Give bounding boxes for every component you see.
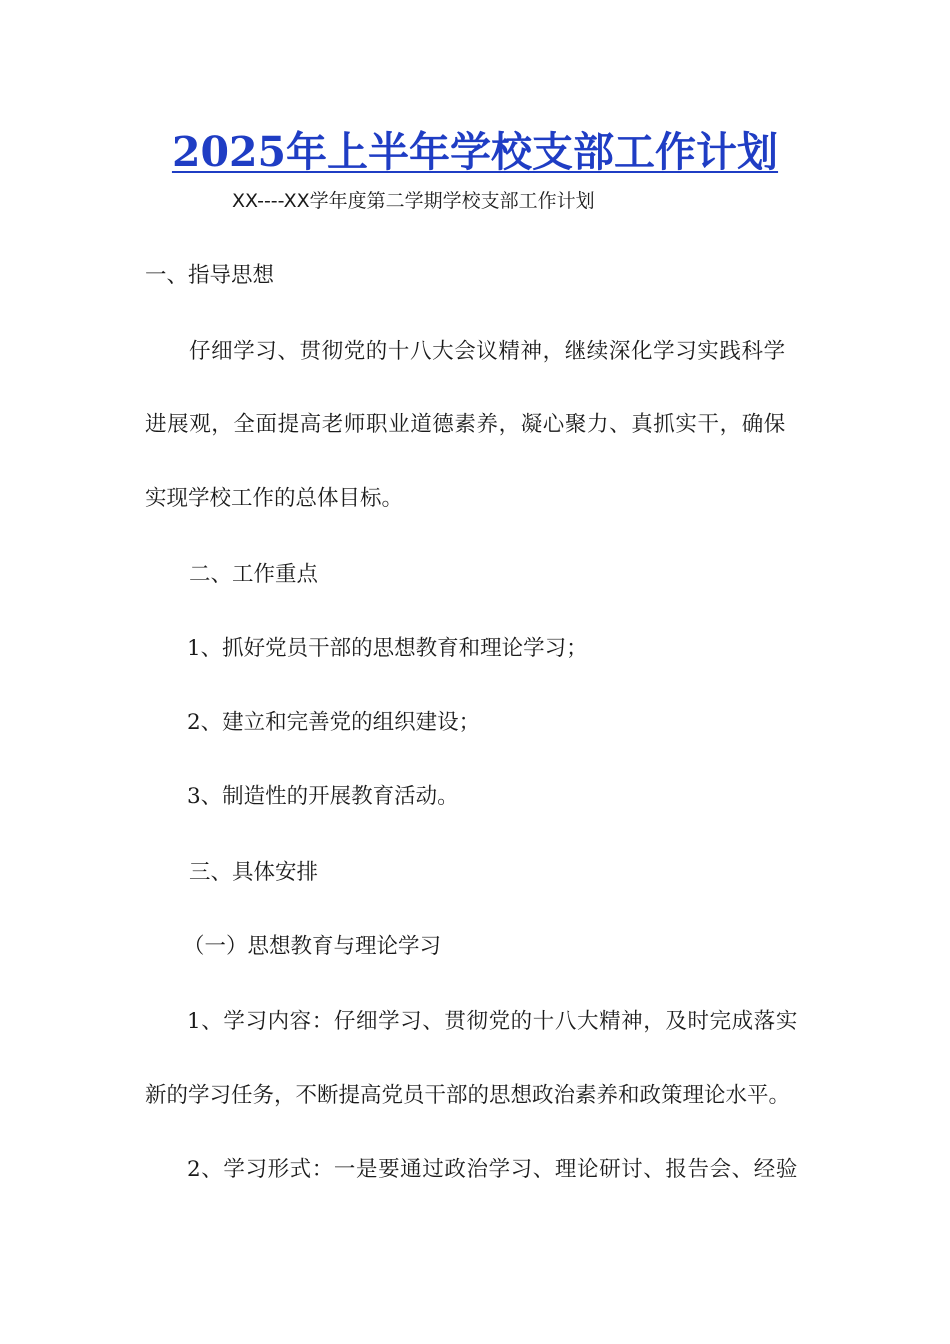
document-subtitle: XX----XX学年度第二学期学校支部工作计划 xyxy=(232,190,595,212)
document-title-link[interactable]: 2025年上半年学校支部工作计划 xyxy=(171,128,779,176)
list-item: 3、制造性的开展教育活动。 xyxy=(187,784,459,809)
section-heading: 三、具体安排 xyxy=(189,860,319,885)
paragraph-line: 新的学习任务，不断提高党员干部的思想政治素养和政策理论水平。 xyxy=(145,1083,791,1108)
document-title xyxy=(0,122,950,182)
paragraph-line: 实现学校工作的总体目标。 xyxy=(145,486,404,511)
paragraph-line: 进展观，全面提高老师职业道德素养，凝心聚力、真抓实干，确保 xyxy=(145,412,786,437)
subsection-heading: （一）思想教育与理论学习 xyxy=(183,934,442,959)
paragraph-line: 2、学习形式：一是要通过政治学习、理论研讨、报告会、经验 xyxy=(187,1157,798,1182)
section-heading: 二、工作重点 xyxy=(189,562,319,587)
list-item: 2、建立和完善党的组织建设； xyxy=(187,710,481,735)
paragraph-line: 仔细学习、贯彻党的十八大会议精神，继续深化学习实践科学 xyxy=(189,339,786,364)
section-heading: 一、指导思想 xyxy=(145,263,275,288)
list-item: 1、抓好党员干部的思想教育和理论学习； xyxy=(187,636,588,661)
paragraph-line: 1、学习内容：仔细学习、贯彻党的十八大精神，及时完成落实 xyxy=(187,1009,798,1034)
